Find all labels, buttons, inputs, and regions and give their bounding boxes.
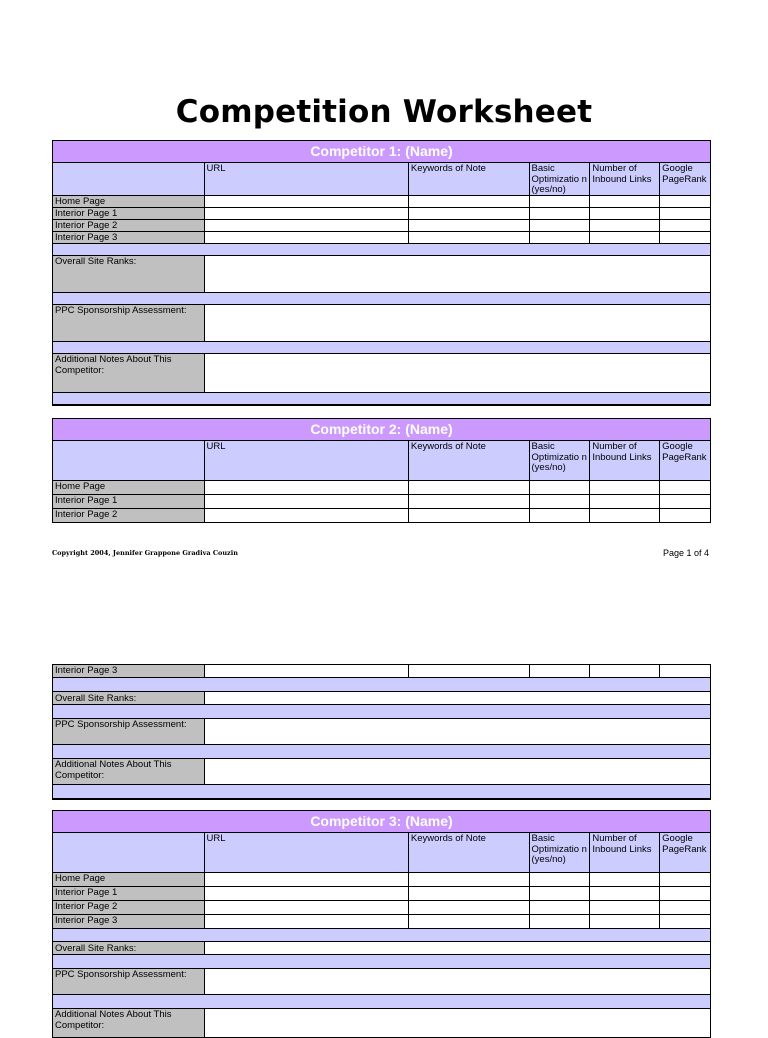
row-label: Home Page <box>53 481 205 494</box>
optimization-cell[interactable] <box>530 873 591 886</box>
header-url: URL <box>205 441 409 480</box>
header-inbound-links: Number of Inbound Links <box>590 441 660 480</box>
table-row <box>52 208 711 220</box>
header-url: URL <box>205 833 409 872</box>
competitor-2-continued <box>52 664 711 800</box>
url-cell[interactable] <box>205 873 409 886</box>
keywords-cell[interactable] <box>409 915 530 928</box>
section-divider <box>52 798 711 800</box>
inbound-links-cell[interactable] <box>590 887 660 900</box>
keywords-cell[interactable] <box>409 208 530 219</box>
spacer <box>52 293 711 304</box>
inbound-links-cell[interactable] <box>590 665 660 677</box>
notes-block <box>52 1008 711 1038</box>
url-cell[interactable] <box>205 887 409 900</box>
inbound-links-cell[interactable] <box>590 495 660 508</box>
inbound-links-cell[interactable] <box>590 220 660 231</box>
spacer <box>52 244 711 255</box>
row-label: Interior Page 1 <box>53 887 205 900</box>
inbound-links-cell[interactable] <box>590 509 660 522</box>
column-header-row <box>52 441 711 481</box>
spacer <box>52 342 711 353</box>
competitor-2-heading: Competitor 2: (Name) <box>52 418 711 441</box>
header-blank <box>53 833 205 872</box>
ppc-assessment-block <box>52 718 711 745</box>
header-keywords: Keywords of Note <box>409 833 530 872</box>
keywords-cell[interactable] <box>409 665 530 677</box>
overall-site-ranks-label: Overall Site Ranks: <box>53 692 205 704</box>
section-divider <box>52 404 711 406</box>
column-header-row <box>52 833 711 873</box>
header-optimization: Basic Optimizatio n (yes/no) <box>530 163 591 195</box>
inbound-links-cell[interactable] <box>590 915 660 928</box>
keywords-cell[interactable] <box>409 196 530 207</box>
competitor-2-section <box>52 418 711 523</box>
table-row <box>52 664 711 678</box>
header-keywords: Keywords of Note <box>409 441 530 480</box>
url-cell[interactable] <box>205 509 409 522</box>
table-row <box>52 509 711 523</box>
column-header-row <box>52 163 711 196</box>
keywords-cell[interactable] <box>409 887 530 900</box>
header-pagerank: Google PageRank <box>662 163 707 185</box>
row-label: Interior Page 3 <box>53 232 205 243</box>
table-row <box>52 915 711 929</box>
row-label: Interior Page 2 <box>53 220 205 231</box>
notes-block <box>52 353 711 393</box>
header-pagerank: Google PageRank <box>662 441 707 463</box>
spacer <box>52 929 711 941</box>
overall-site-ranks-block <box>52 255 711 293</box>
keywords-cell[interactable] <box>409 495 530 508</box>
optimization-cell[interactable] <box>530 220 591 231</box>
notes-field[interactable] <box>205 354 710 392</box>
pagerank-cell[interactable] <box>660 665 710 677</box>
ppc-assessment-label: PPC Sponsorship Assessment: <box>53 969 205 994</box>
row-label: Interior Page 2 <box>53 509 205 522</box>
optimization-cell[interactable] <box>530 495 591 508</box>
keywords-cell[interactable] <box>409 509 530 522</box>
optimization-cell[interactable] <box>530 196 591 207</box>
pagerank-cell[interactable] <box>660 873 710 886</box>
optimization-cell[interactable] <box>530 509 591 522</box>
spacer <box>52 785 711 798</box>
ppc-assessment-field[interactable] <box>205 719 710 744</box>
inbound-links-cell[interactable] <box>590 873 660 886</box>
pagerank-cell[interactable] <box>660 509 710 522</box>
table-row <box>52 220 711 232</box>
spacer <box>52 393 711 404</box>
competitor-1-heading: Competitor 1: (Name) <box>52 140 711 163</box>
pagerank-cell[interactable] <box>660 901 710 914</box>
header-inbound-links: Number of Inbound Links <box>590 833 660 872</box>
pagerank-cell[interactable] <box>660 208 710 219</box>
inbound-links-cell[interactable] <box>590 901 660 914</box>
header-optimization: Basic Optimizatio n (yes/no) <box>530 441 591 480</box>
url-cell[interactable] <box>205 220 409 231</box>
row-label: Interior Page 3 <box>53 665 205 677</box>
optimization-cell[interactable] <box>530 232 591 243</box>
notes-field[interactable] <box>205 1009 710 1037</box>
notes-field[interactable] <box>205 759 710 784</box>
ppc-assessment-field[interactable] <box>205 305 710 341</box>
page-number: Page 1 of 4 <box>663 548 710 558</box>
pagerank-cell[interactable] <box>660 887 710 900</box>
keywords-cell[interactable] <box>409 220 530 231</box>
ppc-assessment-block <box>52 304 711 342</box>
spacer <box>52 678 711 691</box>
header-blank <box>53 441 205 480</box>
overall-site-ranks-field[interactable] <box>205 942 710 954</box>
pagerank-cell[interactable] <box>660 481 710 494</box>
row-label: Interior Page 3 <box>53 915 205 928</box>
table-row <box>52 495 711 509</box>
spacer <box>52 705 711 718</box>
pagerank-cell[interactable] <box>660 915 710 928</box>
keywords-cell[interactable] <box>409 901 530 914</box>
optimization-cell[interactable] <box>530 208 591 219</box>
row-label: Home Page <box>53 196 205 207</box>
url-cell[interactable] <box>205 196 409 207</box>
pagerank-cell[interactable] <box>660 220 710 231</box>
copyright-footer: Copyright 2004, Jennifer Grappone Gradiva Couzin <box>52 549 238 557</box>
optimization-cell[interactable] <box>530 481 591 494</box>
inbound-links-cell[interactable] <box>590 196 660 207</box>
inbound-links-cell[interactable] <box>590 481 660 494</box>
competitor-3-section <box>52 810 711 1038</box>
keywords-cell[interactable] <box>409 232 530 243</box>
url-cell[interactable] <box>205 208 409 219</box>
spacer <box>52 995 711 1008</box>
pagerank-cell[interactable] <box>660 495 710 508</box>
table-row <box>52 873 711 887</box>
ppc-assessment-block <box>52 968 711 995</box>
row-label: Home Page <box>53 873 205 886</box>
inbound-links-cell[interactable] <box>590 232 660 243</box>
overall-site-ranks-block <box>52 691 711 705</box>
row-label: Interior Page 2 <box>53 901 205 914</box>
overall-site-ranks-block <box>52 941 711 955</box>
url-cell[interactable] <box>205 665 409 677</box>
url-cell[interactable] <box>205 915 409 928</box>
table-row <box>52 887 711 901</box>
url-cell[interactable] <box>205 481 409 494</box>
optimization-cell[interactable] <box>530 915 591 928</box>
overall-site-ranks-field[interactable] <box>205 692 710 704</box>
overall-site-ranks-field[interactable] <box>205 256 710 292</box>
ppc-assessment-label: PPC Sponsorship Assessment: <box>53 305 205 341</box>
header-blank <box>53 163 205 195</box>
page-title: Competition Worksheet <box>175 94 593 130</box>
header-inbound-links: Number of Inbound Links <box>590 163 660 195</box>
notes-label: Additional Notes About This Competitor: <box>53 759 205 784</box>
optimization-cell[interactable] <box>530 665 591 677</box>
header-optimization: Basic Optimizatio n (yes/no) <box>530 833 591 872</box>
row-label: Interior Page 1 <box>53 495 205 508</box>
overall-site-ranks-label: Overall Site Ranks: <box>53 942 205 954</box>
url-cell[interactable] <box>205 232 409 243</box>
row-label: Interior Page 1 <box>53 208 205 219</box>
table-row <box>52 232 711 244</box>
optimization-cell[interactable] <box>530 887 591 900</box>
url-cell[interactable] <box>205 495 409 508</box>
table-row <box>52 196 711 208</box>
notes-label: Additional Notes About This Competitor: <box>53 1009 205 1037</box>
notes-label: Additional Notes About This Competitor: <box>53 354 205 392</box>
competitor-3-heading: Competitor 3: (Name) <box>52 810 711 833</box>
competitor-1-section <box>52 140 711 406</box>
notes-block <box>52 758 711 785</box>
header-keywords: Keywords of Note <box>409 163 530 195</box>
overall-site-ranks-label: Overall Site Ranks: <box>53 256 205 292</box>
header-pagerank: Google PageRank <box>662 833 707 855</box>
table-row <box>52 901 711 915</box>
pagerank-cell[interactable] <box>660 196 710 207</box>
spacer <box>52 745 711 758</box>
url-cell[interactable] <box>205 901 409 914</box>
optimization-cell[interactable] <box>530 901 591 914</box>
keywords-cell[interactable] <box>409 481 530 494</box>
spacer <box>52 955 711 968</box>
keywords-cell[interactable] <box>409 873 530 886</box>
ppc-assessment-field[interactable] <box>205 969 710 994</box>
pagerank-cell[interactable] <box>660 232 710 243</box>
table-row <box>52 481 711 495</box>
header-url: URL <box>205 163 409 195</box>
ppc-assessment-label: PPC Sponsorship Assessment: <box>53 719 205 744</box>
inbound-links-cell[interactable] <box>590 208 660 219</box>
